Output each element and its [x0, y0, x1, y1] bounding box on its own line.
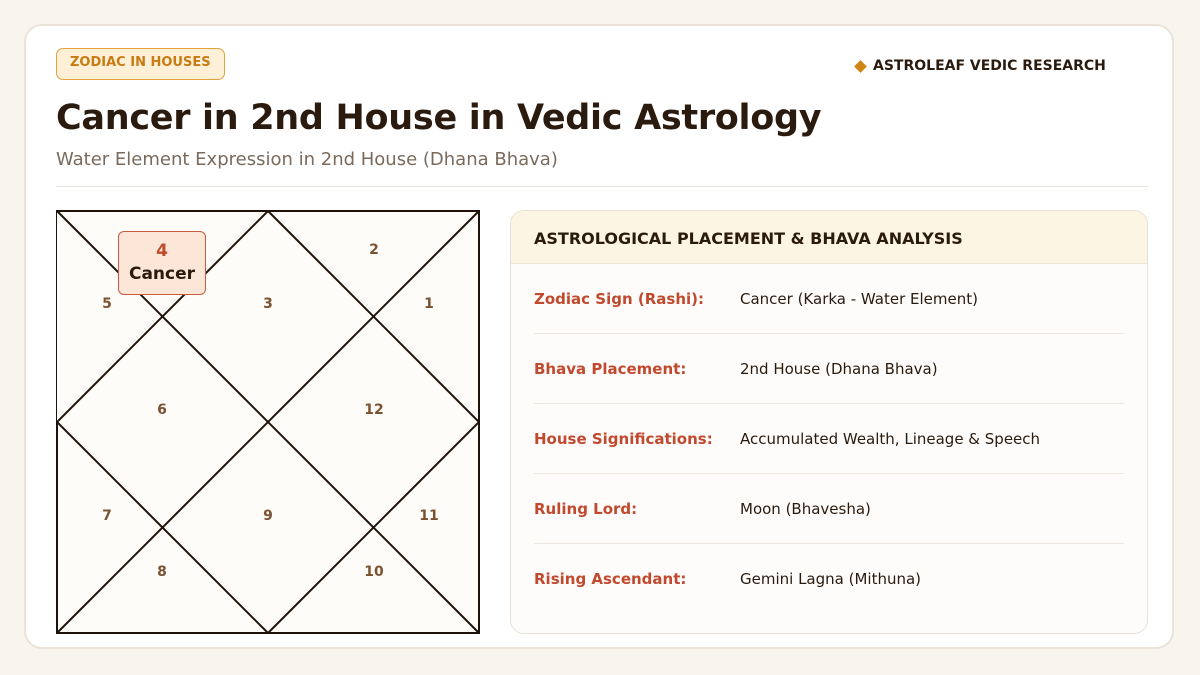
row-value: Gemini Lagna (Mithuna): [740, 570, 922, 588]
analysis-row: [534, 404, 1124, 474]
content-card: [24, 24, 1174, 649]
house-number-9: 9: [263, 508, 273, 524]
house-number-6: 6: [157, 402, 167, 418]
house-number-3: 3: [263, 296, 273, 312]
highlighted-house-sign: Cancer: [128, 264, 196, 284]
house-number-8: 8: [157, 564, 167, 580]
analysis-rows: [511, 264, 1147, 614]
row-label: Zodiac Sign (Rashi):: [534, 289, 705, 308]
brand: [856, 58, 1106, 74]
divider: [56, 186, 1148, 187]
house-number-10: 10: [364, 564, 384, 580]
analysis-row: [534, 474, 1124, 544]
highlighted-house-number: 4: [156, 241, 168, 261]
diamond-icon: [854, 60, 867, 73]
row-label: Rising Ascendant:: [534, 570, 687, 588]
highlighted-house[interactable]: [118, 231, 206, 295]
panel-heading: ASTROLOGICAL PLACEMENT & BHAVA ANALYSIS: [511, 211, 1147, 264]
category-badge[interactable]: ZODIAC IN HOUSES: [56, 48, 225, 80]
page-title: Cancer in 2nd House in Vedic Astrology: [56, 98, 822, 138]
brand-label: ASTROLEAF VEDIC RESEARCH: [873, 58, 1106, 74]
page-subtitle: Water Element Expression in 2nd House (Dhana Bhava): [56, 149, 558, 170]
row-value: Moon (Bhavesha): [740, 499, 871, 518]
house-number-5: 5: [102, 296, 112, 312]
analysis-panel: [510, 210, 1148, 634]
north-indian-chart: [56, 210, 480, 634]
analysis-row: [534, 334, 1124, 404]
analysis-row: [534, 264, 1124, 334]
row-value: 2nd House (Dhana Bhava): [740, 359, 938, 378]
row-value: Cancer (Karka - Water Element): [740, 289, 978, 308]
house-number-2: 2: [369, 242, 379, 258]
house-number-11: 11: [419, 508, 439, 524]
row-label: House Significations:: [534, 429, 713, 448]
house-number-7: 7: [102, 508, 112, 524]
row-value: Accumulated Wealth, Lineage & Speech: [740, 429, 1041, 448]
house-number-12: 12: [364, 402, 384, 418]
house-number-1: 1: [424, 296, 434, 312]
analysis-row: [534, 544, 1124, 614]
row-label: Bhava Placement:: [534, 359, 687, 378]
row-label: Ruling Lord:: [534, 499, 638, 518]
